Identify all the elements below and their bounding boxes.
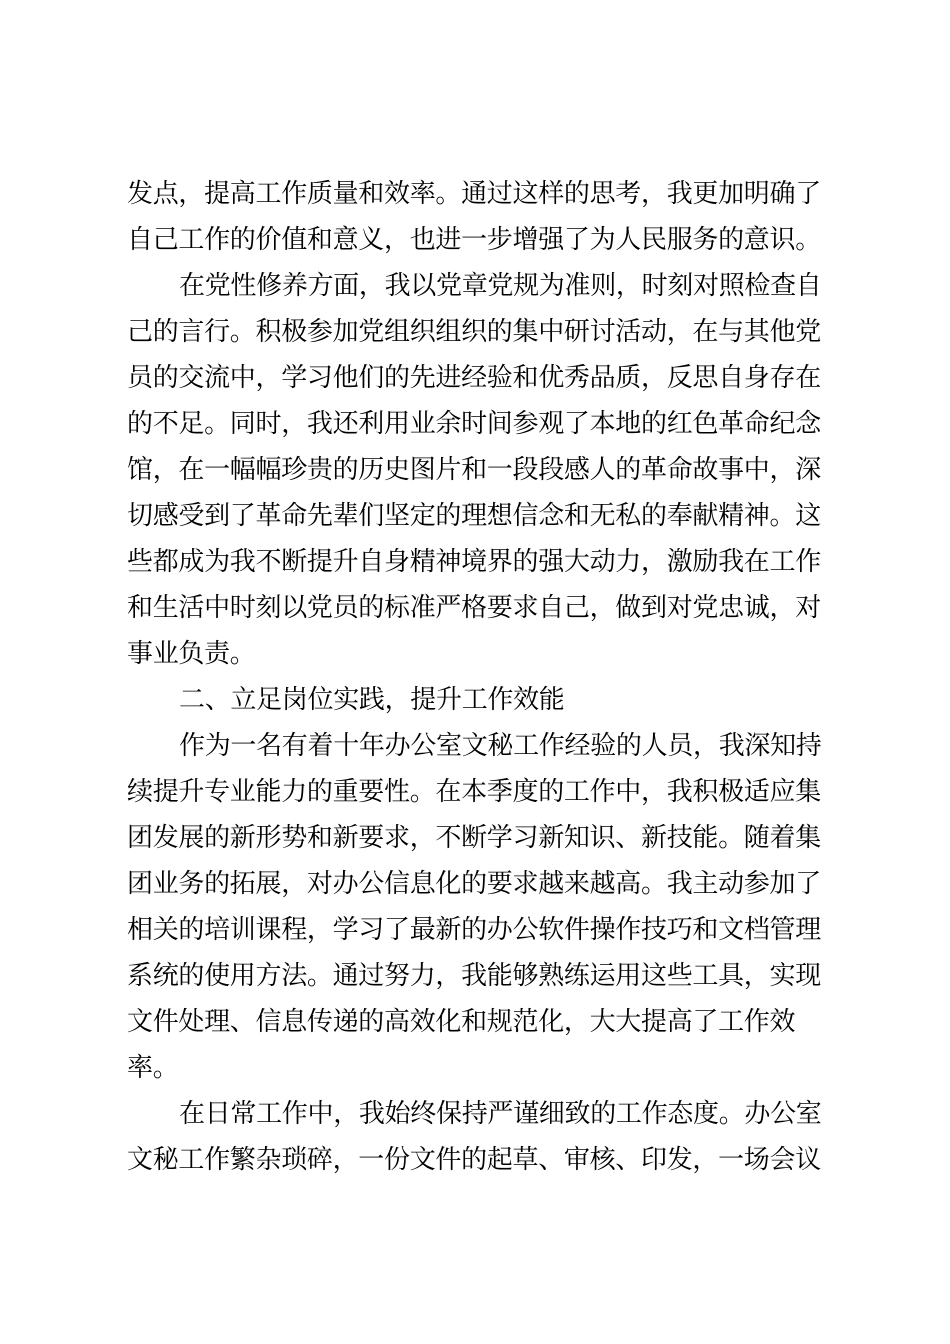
text-line: 团业务的拓展，对办公信息化的要求越来越高。我主动参加了	[127, 869, 821, 899]
document-body	[127, 171, 822, 1183]
paragraph	[127, 1091, 822, 1183]
text-line: 在党性修养方面，我以党章党规为准则，时刻对照检查自	[179, 271, 822, 301]
text-line: 切感受到了革命先辈们坚定的理想信念和无私的奉献精神。这	[127, 501, 821, 531]
text-line: 些都成为我不断提升自身精神境界的强大动力，激励我在工作	[127, 547, 821, 577]
paragraph	[127, 263, 822, 677]
paragraph	[127, 171, 821, 263]
text-line: 相关的培训课程，学习了最新的办公软件操作技巧和文档管理	[127, 915, 821, 945]
text-line: 发点，提高工作质量和效率。通过这样的思考，我更加明确了	[127, 179, 821, 209]
text-line: 己的言行。积极参加党组织组织的集中研讨活动，在与其他党	[127, 317, 821, 347]
text-line: 文件处理、信息传递的高效化和规范化，大大提高了工作效	[127, 1007, 796, 1037]
text-line: 馆，在一幅幅珍贵的历史图片和一段段感人的革命故事中，深	[127, 455, 821, 485]
text-line: 团发展的新形势和新要求，不断学习新知识、新技能。随着集	[127, 823, 821, 853]
text-line: 自己工作的价值和意义，也进一步增强了为人民服务的意识。	[127, 225, 821, 255]
text-line: 续提升专业能力的重要性。在本季度的工作中，我积极适应集	[127, 777, 821, 807]
text-line: 的不足。同时，我还利用业余时间参观了本地的红色革命纪念	[127, 409, 821, 439]
heading-text: 二、立足岗位实践，提升工作效能	[179, 685, 565, 715]
text-line: 作为一名有着十年办公室文秘工作经验的人员，我深知持	[179, 731, 822, 761]
text-line: 员的交流中，学习他们的先进经验和优秀品质，反思自身存在	[127, 363, 821, 393]
text-line: 系统的使用方法。通过努力，我能够熟练运用这些工具，实现	[127, 961, 821, 991]
text-line: 和生活中时刻以党员的标准严格要求自己，做到对党忠诚，对	[127, 593, 821, 623]
paragraph	[127, 723, 822, 1091]
text-line: 事业负责。	[127, 639, 256, 669]
text-line: 文秘工作繁杂琐碎，一份文件的起草、审核、印发，一场会议	[127, 1145, 821, 1175]
section-heading	[127, 677, 817, 723]
text-line: 率。	[127, 1053, 179, 1083]
text-line: 在日常工作中，我始终保持严谨细致的工作态度。办公室	[179, 1099, 822, 1129]
